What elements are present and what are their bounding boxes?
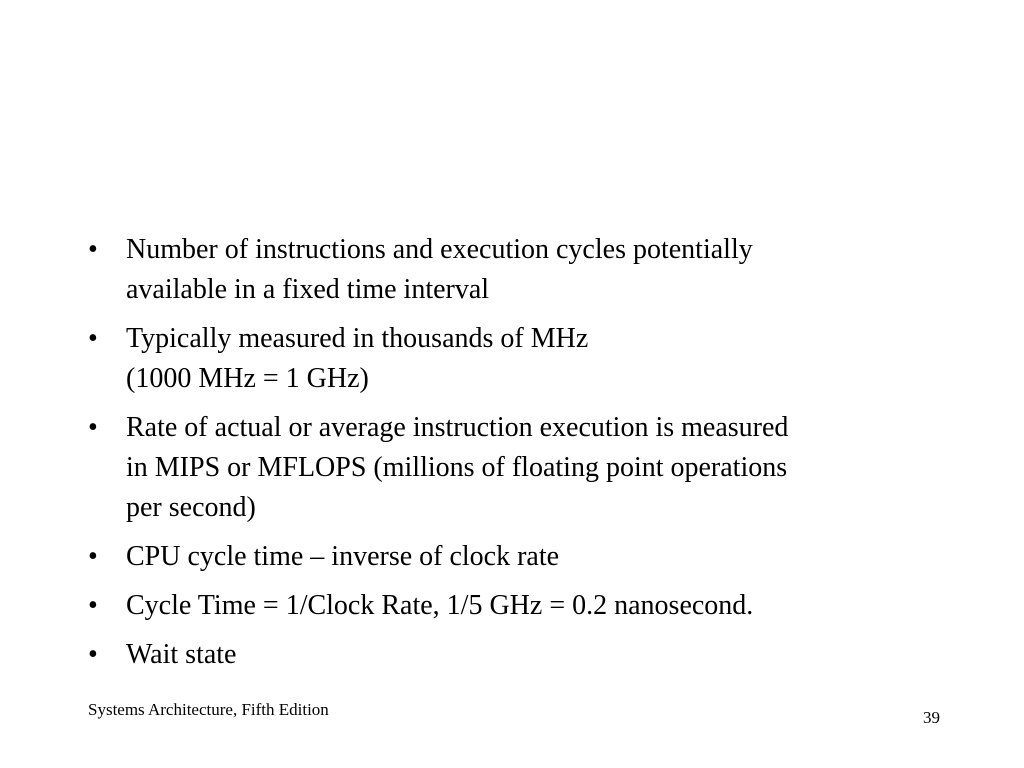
bullet-item bbox=[88, 586, 948, 626]
bullet-line: (1000 MHz = 1 GHz) bbox=[126, 363, 369, 394]
footer-page-number: 39 bbox=[923, 708, 940, 727]
slide-body bbox=[88, 230, 948, 684]
bullet-item bbox=[88, 319, 948, 399]
bullet-line: per second) bbox=[126, 492, 256, 523]
bullet-line: Cycle Time = 1/Clock Rate, 1/5 GHz = 0.2 nanosecond. bbox=[126, 590, 754, 621]
bullet-line: Typically measured in thousands of MHz bbox=[126, 323, 589, 354]
bullet-item bbox=[88, 230, 948, 310]
bullet-dot-icon: • bbox=[88, 323, 98, 354]
footer-book-title: Systems Architecture, Fifth Edition bbox=[88, 700, 329, 719]
bullet-dot-icon: • bbox=[88, 234, 98, 265]
bullet-line: Wait state bbox=[126, 639, 237, 670]
bullet-line: CPU cycle time – inverse of clock rate bbox=[126, 541, 560, 572]
bullet-dot-icon: • bbox=[88, 590, 98, 621]
bullet-item bbox=[88, 635, 948, 675]
bullet-dot-icon: • bbox=[88, 541, 98, 572]
bullet-dot-icon: • bbox=[88, 639, 98, 670]
bullet-line: Number of instructions and execution cycles potentially bbox=[126, 234, 753, 265]
bullet-line: Rate of actual or average instruction execution is measured bbox=[126, 412, 789, 443]
bullet-item bbox=[88, 537, 948, 577]
bullet-item bbox=[88, 408, 948, 528]
bullet-dot-icon: • bbox=[88, 412, 98, 443]
bullet-line: in MIPS or MFLOPS (millions of floating point operations bbox=[126, 452, 788, 483]
bullet-line: available in a fixed time interval bbox=[126, 274, 490, 305]
